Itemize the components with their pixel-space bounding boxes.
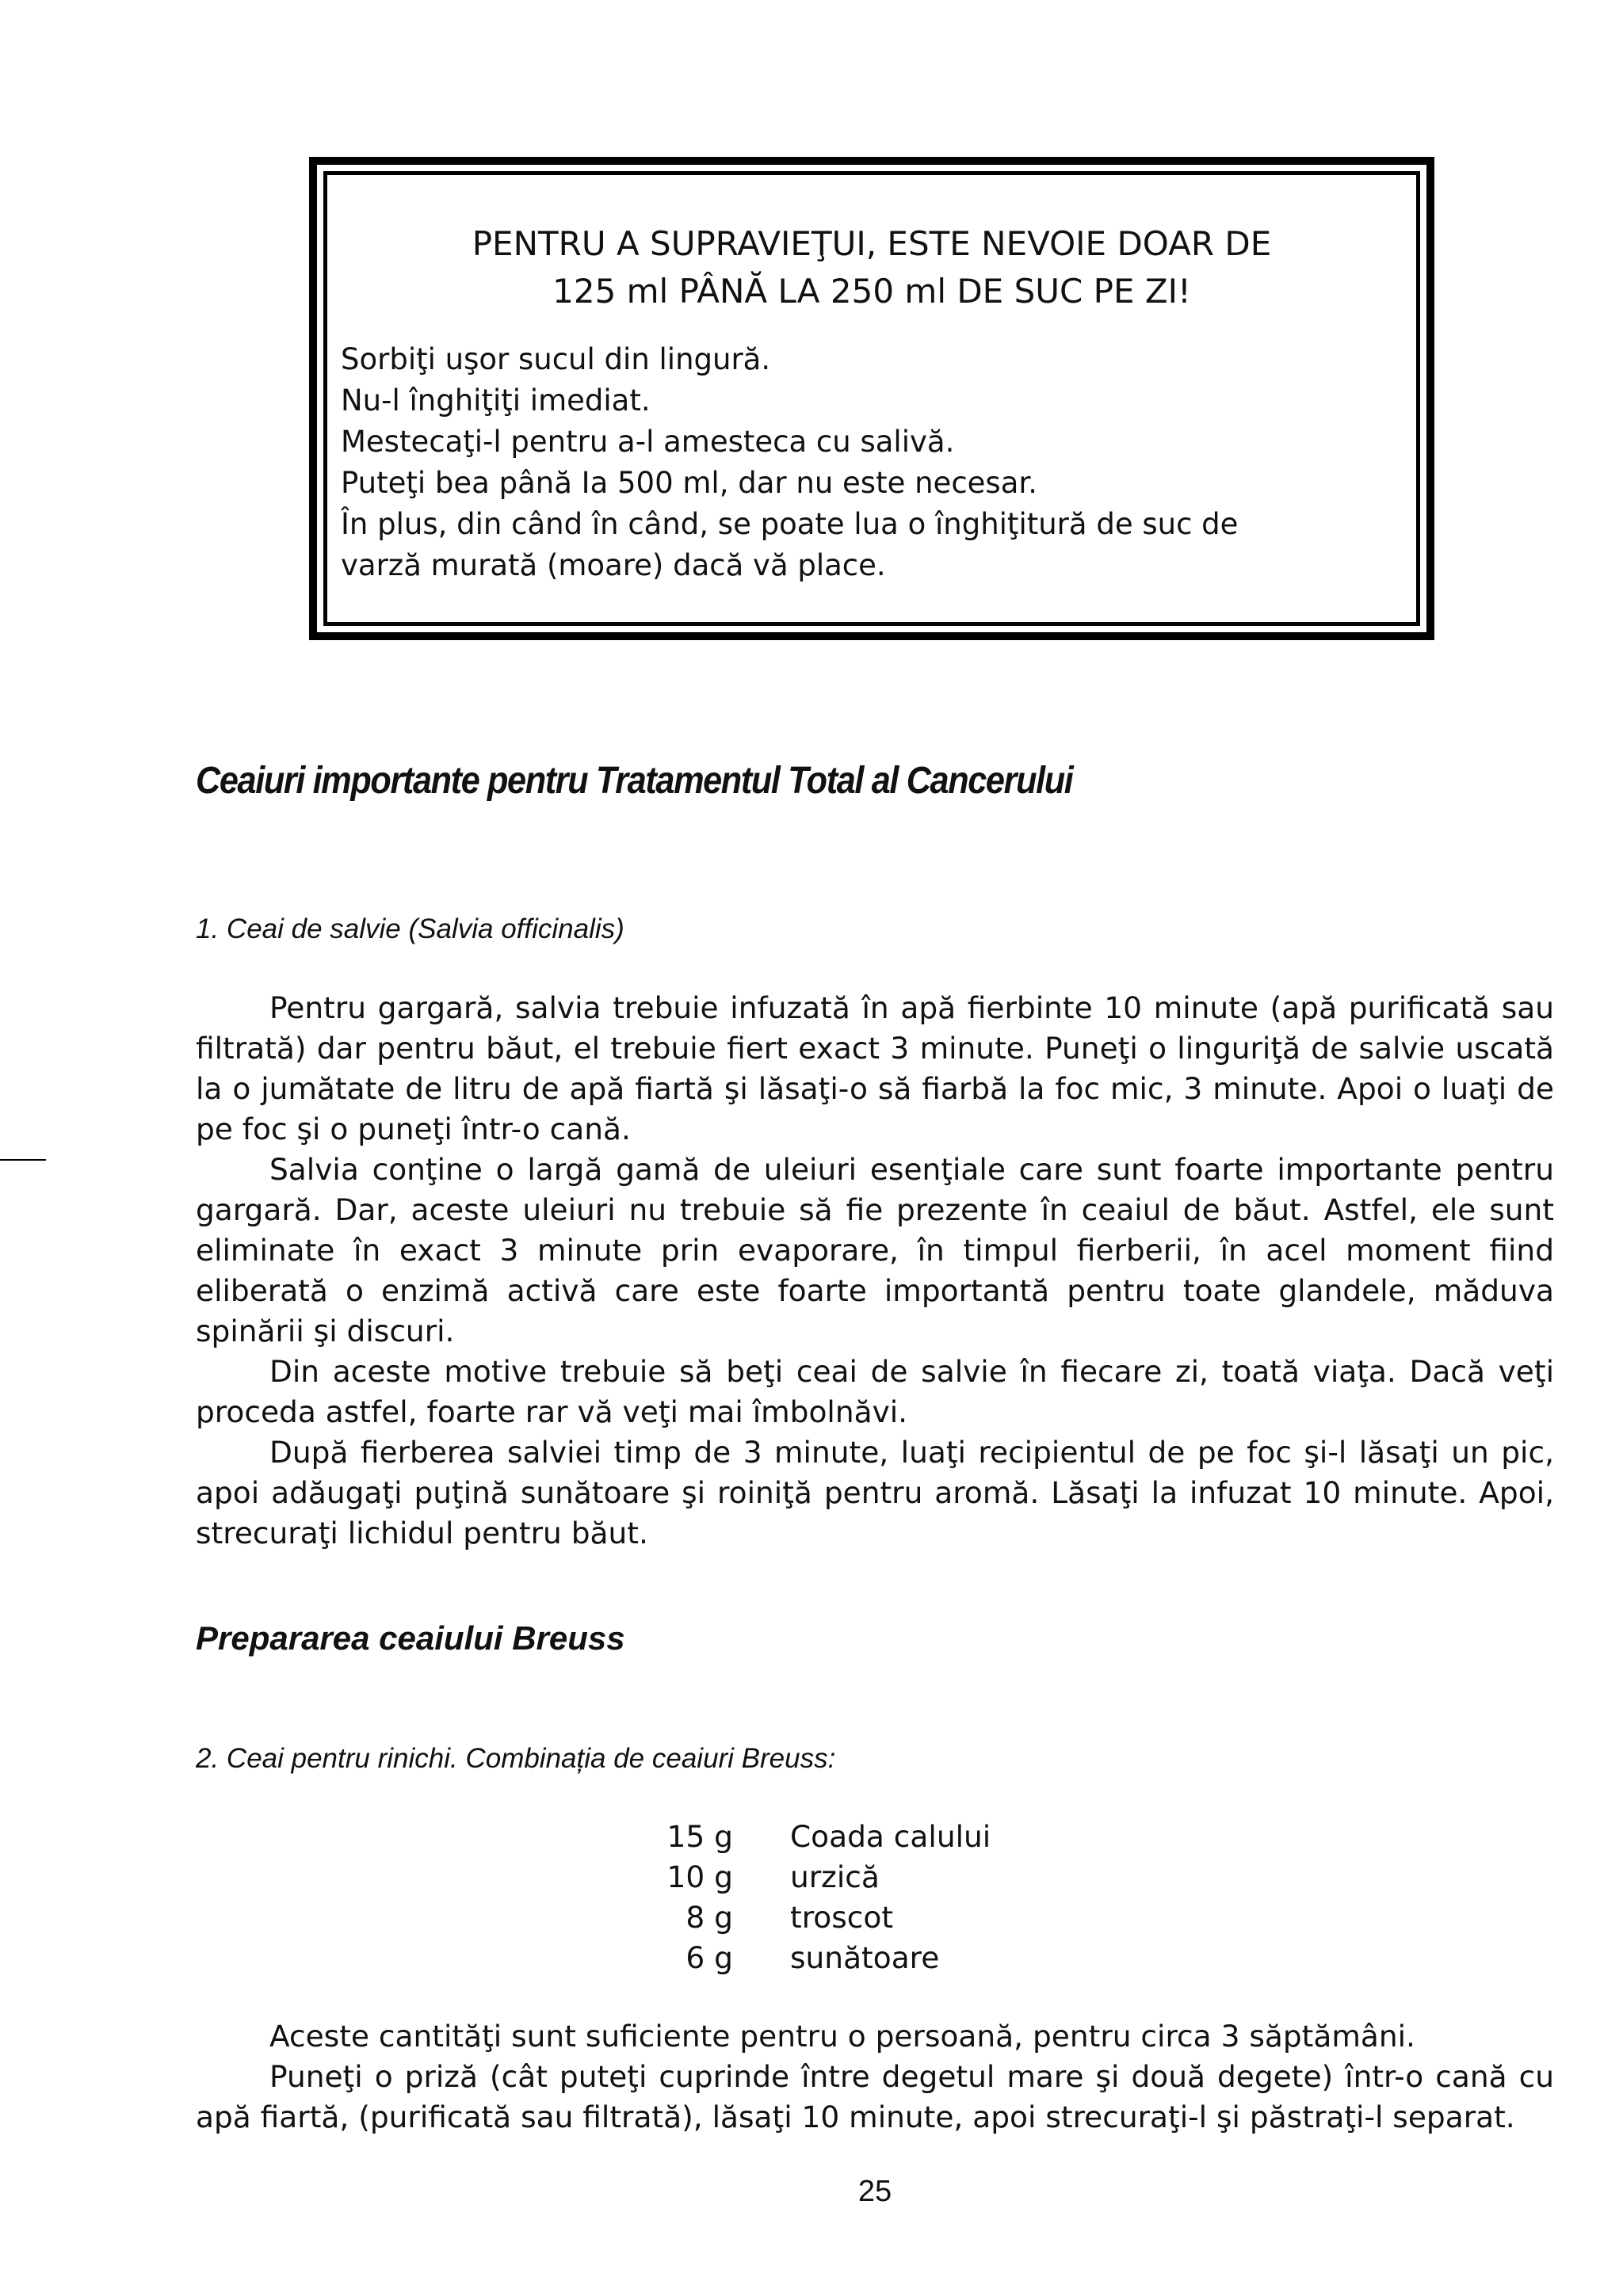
- page-number: 25: [857, 2175, 892, 2208]
- subheading-sage-tea: 1. Ceai de salvie (Salvia officinalis): [196, 913, 624, 944]
- sage-tea-body: [196, 988, 1554, 1554]
- ingredient-row: [618, 1817, 991, 1857]
- notice-line: varză murată (moare) dacă vă place.: [341, 548, 886, 582]
- paragraph: Pentru gargară, salvia trebuie infuzată în apă fierbinte 10 minute (apă purificată sau filtrată) dar pentru băut, el trebuie fiert exact 3 minute. Puneţi o linguriţă de salvie uscată la o jumătate de litru de apă fiartă şi lăsaţi-o să fiarbă la foc mic, 3 minute. Apoi o luaţi de pe foc şi o puneţi într-o cană.: [196, 990, 1554, 1146]
- notice-line: Nu-l înghiţiţi imediat.: [341, 383, 651, 418]
- ingredient-row: [618, 1897, 991, 1938]
- ingredient-name: sunătoare: [790, 1940, 940, 1975]
- ingredient-qty: 15 g: [666, 1819, 733, 1854]
- notice-box: [309, 157, 1434, 640]
- notice-line: Puteţi bea până Ia 500 ml, dar nu este necesar.: [341, 466, 1037, 500]
- notice-instructions: [341, 339, 1411, 586]
- ingredient-qty: 6 g: [685, 1940, 733, 1975]
- paragraph: Din aceste motive trebuie să beţi ceai de salvie în fiecare zi, toată viaţa. Dacă veţi proceda astfel, foarte rar vă veţi mai îmbolnăvi.: [196, 1354, 1554, 1429]
- ingredient-row: [618, 1938, 991, 1978]
- breuss-tea-body: [196, 2016, 1554, 2138]
- notice-line: Sorbiţi uşor sucul din lingură.: [341, 342, 771, 376]
- ingredient-list: [618, 1817, 991, 1978]
- notice-title-line: 125 ml PÂNĂ LA 250 ml DE SUC PE ZI!: [552, 272, 1191, 311]
- ingredient-name: urzică: [790, 1859, 880, 1894]
- section-heading-teas: Ceaiuri importante pentru Tratamentul Total al Cancerului: [196, 760, 1073, 802]
- notice-title: [317, 220, 1426, 315]
- paragraph: Aceste cantităţi sunt suficiente pentru o persoană, pentru circa 3 săptămâni.: [269, 2019, 1415, 2054]
- paragraph: Salvia conţine o largă gamă de uleiuri esenţiale care sunt foarte importante pentru gargară. Dar, aceste uleiuri nu trebuie să fie prezente în ceaiul de băut. Astfel, ele sunt eliminate în exact 3 minute prin evaporare, în timpul fierberii, în acel moment fiind eliberată o enzimă activă care este foarte importantă pentru toate glandele, măduva spinării şi discuri.: [196, 1152, 1554, 1348]
- ingredient-qty: 8 g: [685, 1900, 733, 1935]
- paragraph: Puneţi o priză (cât puteţi cuprinde între degetul mare şi două degete) într-o cană cu apă fiartă, (purificată sau filtrată), lăsaţi 10 minute, apoi strecuraţi-l şi păstraţi-l separat.: [196, 2059, 1554, 2134]
- ingredient-name: troscot: [790, 1900, 894, 1935]
- notice-title-line: PENTRU A SUPRAVIEŢUI, ESTE NEVOIE DOAR DE: [472, 224, 1272, 263]
- ingredient-qty: 10 g: [666, 1859, 733, 1894]
- margin-mark: [0, 1159, 46, 1161]
- notice-line: În plus, din când în când, se poate lua o înghiţitură de suc de: [341, 507, 1239, 541]
- subheading-kidney-tea: 2. Ceai pentru rinichi. Combinația de ceaiuri Breuss:: [196, 1743, 836, 1774]
- ingredient-name: Coada calului: [790, 1819, 991, 1854]
- ingredient-row: [618, 1857, 991, 1897]
- paragraph: După fierberea salviei timp de 3 minute, luaţi recipientul de pe foc şi-l lăsaţi un pic, apoi adăugaţi puţină sunătoare şi roiniţă pentru aromă. Lăsaţi la infuzat 10 minute. Apoi, strecuraţi lichidul pentru băut.: [196, 1435, 1554, 1550]
- section-heading-breuss: Prepararea ceaiului Breuss: [196, 1619, 625, 1657]
- notice-line: Mestecaţi-l pentru a-l amesteca cu salivă.: [341, 425, 955, 459]
